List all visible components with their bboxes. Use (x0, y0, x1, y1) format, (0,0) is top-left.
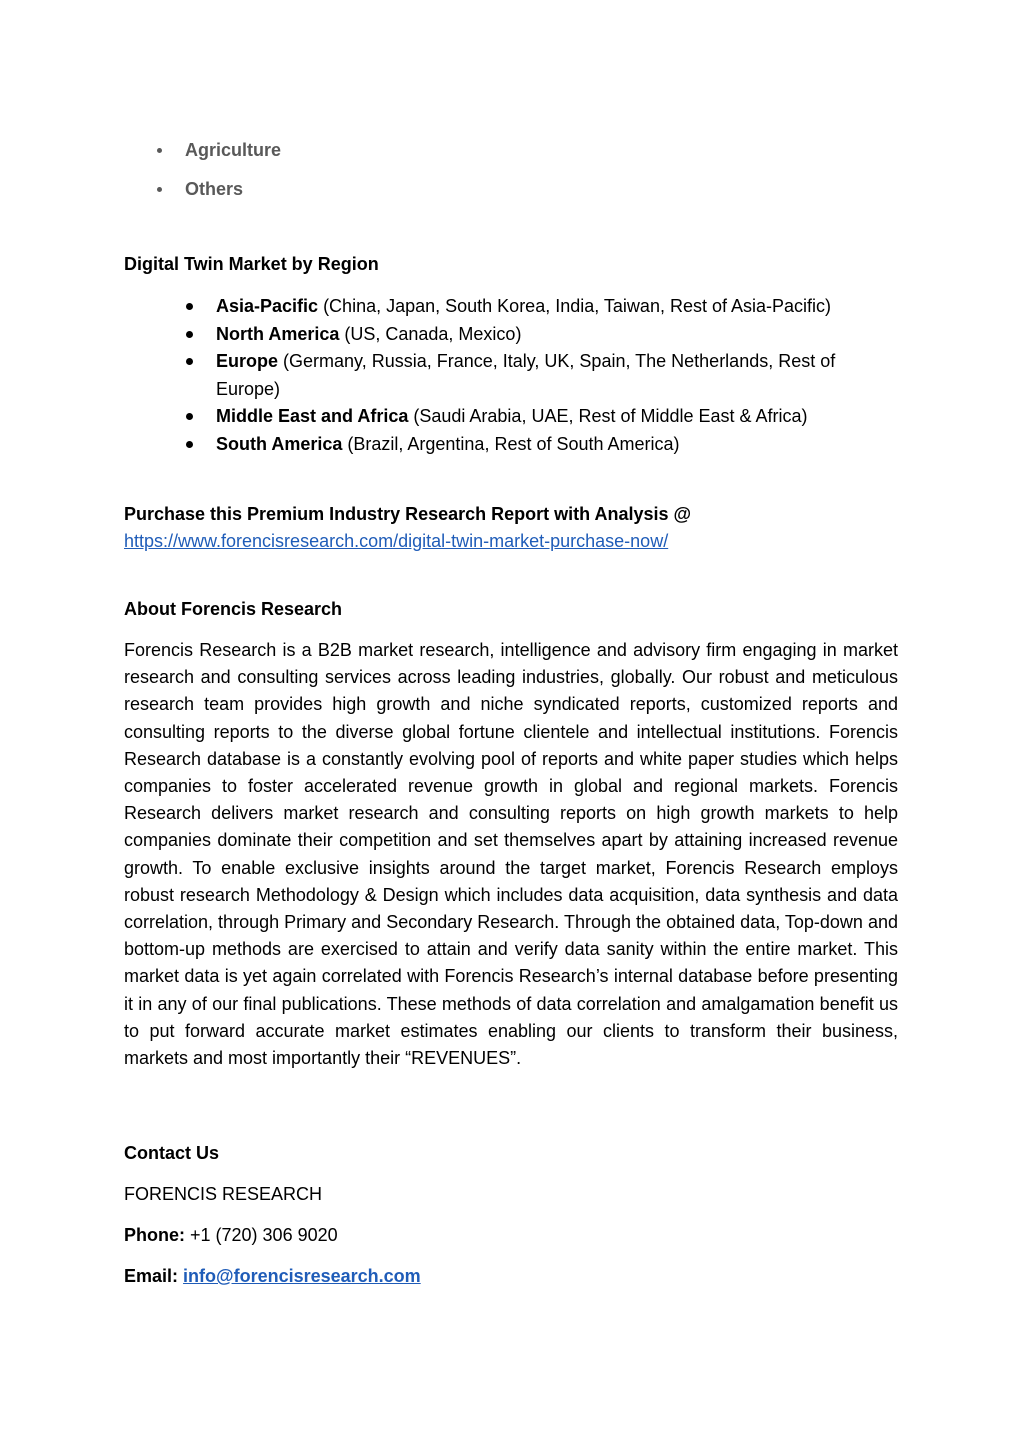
email-link[interactable]: info@forencisresearch.com (183, 1266, 421, 1286)
region-detail: (Brazil, Argentina, Rest of South America) (342, 433, 680, 454)
region-name: Asia-Pacific (216, 296, 319, 316)
application-list (150, 136, 281, 214)
region-detail: (US, Canada, Mexico) (339, 323, 522, 344)
region-name: Middle East and Africa (216, 406, 409, 426)
bullet-icon (186, 303, 193, 310)
bullet-icon (186, 413, 193, 420)
about-heading: About Forencis Research (124, 599, 343, 619)
list-item (150, 175, 281, 214)
region-detail: (Germany, Russia, France, Italy, UK, Spain, The Netherlands, Rest of Europe) (216, 351, 836, 399)
about-paragraph: Forencis Research is a B2B market research, intelligence and advisory firm engaging in market research and consulting services across leading industries, globally. Our robust and meticulous research team provides high growth and niche syndicated reports, customized reports and consulting reports to the diverse global fortune clientele and intellectual institutions. Forencis Research database is a constantly evolving pool of reports and white paper studies which helps companies to foster accelerated revenue growth in global and regional markets. Forencis Research delivers market research and consulting reports on high growth markets to help companies dominate their competition and set themselves apart by attaining increased revenue growth. To enable exclusive insights around the target market, Forencis Research employs robust research Methodology & Design which includes data acquisition, data synthesis and data correlation, through Primary and Secondary Research. Through the obtained data, Top-down and bottom-up methods are exercised to attain and verify data sanity within the entire market. This market data is yet again correlated with Forencis Research’s internal database before presenting it in any of our final publications. These methods of data correlation and amalgamation benefit us to put forward accurate market estimates enabling our clients to transform their business, markets and most importantly their “REVENUES”. (124, 640, 898, 1069)
region-item-north-america (184, 321, 884, 349)
list-item-label: Agriculture (185, 140, 282, 160)
region-detail: (Saudi Arabia, UAE, Rest of Middle East & Africa) (408, 406, 808, 426)
phone-label: Phone: (124, 1225, 185, 1245)
phone-line (124, 1222, 338, 1249)
purchase-heading: Purchase this Premium Industry Research Report with Analysis @ (124, 504, 692, 524)
region-list (184, 293, 884, 458)
bullet-icon (186, 441, 193, 448)
region-name: North America (216, 323, 340, 344)
bullet-icon (186, 358, 193, 365)
email-line (124, 1263, 421, 1290)
bullet-icon (157, 187, 162, 192)
list-item-label: Others (185, 179, 244, 199)
company-name: FORENCIS RESEARCH (124, 1184, 323, 1204)
email-label: Email: (124, 1266, 179, 1286)
region-item-europe (184, 348, 884, 403)
purchase-link[interactable]: https://www.forencisresearch.com/digital-twin-market-purchase-now/ (124, 531, 669, 551)
phone-value: +1 (720) 306 9020 (185, 1225, 338, 1245)
region-detail: (China, Japan, South Korea, India, Taiwan, Rest of Asia-Pacific) (318, 296, 832, 316)
region-heading: Digital Twin Market by Region (124, 254, 379, 274)
bullet-icon (186, 331, 193, 338)
list-item (150, 136, 281, 175)
contact-heading: Contact Us (124, 1143, 220, 1163)
region-name: South America (216, 433, 343, 454)
region-item-asia-pacific (184, 293, 884, 321)
region-name: Europe (216, 351, 279, 371)
bullet-icon (157, 148, 162, 153)
region-item-middle-east-africa (184, 403, 884, 431)
region-item-south-america (184, 431, 884, 459)
